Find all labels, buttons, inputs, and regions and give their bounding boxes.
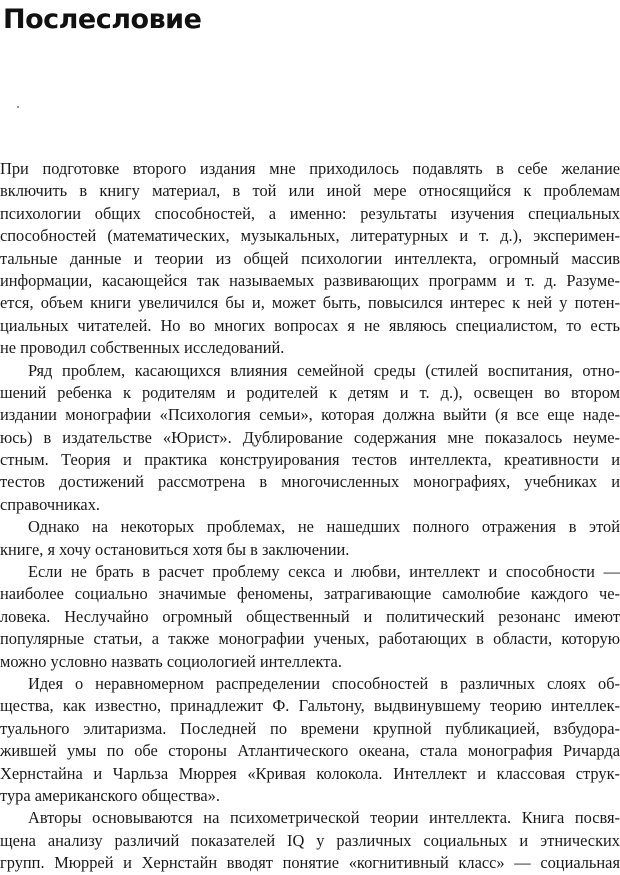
scan-speck: [17, 106, 19, 108]
text-line: включить в книгу материал, в той или иной мере относящийся к проблемам: [0, 181, 620, 201]
text-line: туального элитаризма. Последней по времени крупной публикацией, взбудора-: [0, 718, 620, 738]
text-line: Хернстайна и Чарльза Мюррея «Кривая колокола. Интеллект и классовая струк-: [0, 763, 620, 783]
text-line: жившей умы по обе стороны Атлантического океана, стала монография Ричарда: [0, 741, 620, 761]
text-line: ловека. Неслучайно огромный общественный и политический резонанс имеют: [0, 606, 620, 626]
text-line: щена анализу различий показателей IQ у различных социальных и этнических: [0, 830, 620, 850]
text-line: При подготовке второго издания мне приходилось подавлять в себе желание: [0, 159, 620, 178]
text-line: групп. Мюррей и Хернстайн вводят понятие «когнитивный класс» — социальная: [0, 853, 620, 873]
text-line: шений ребенка к родителям и родителей к детям и т. д.), освещен во втором: [0, 382, 620, 402]
chapter-title: Послесловие: [3, 4, 202, 35]
text-line: популярные статьи, а также монографии ученых, работающих в области, которую: [0, 629, 620, 649]
text-line: не проводил собственных исследований.: [0, 338, 285, 358]
text-line: способностей (математических, музыкальных, литературных и т. д.), эксперимен-: [0, 226, 620, 246]
text-line: тальные данные и теории из общей психологии интеллекта, огромный массив: [0, 248, 620, 268]
text-line: книге, я хочу остановиться хотя бы в заключении.: [0, 539, 350, 559]
text-line: юсь) в издательстве «Юрист». Дублирование содержания мне показалось неуме-: [0, 427, 620, 447]
text-line: стным. Теория и практика конструирования тестов интеллекта, креативности и: [0, 450, 620, 470]
text-line: Если не брать в расчет проблему секса и любви, интеллект и способности —: [28, 562, 620, 582]
text-line: Авторы основываются на психометрической теории интеллекта. Книга посвя-: [28, 808, 620, 828]
text-line: Однако на некоторых проблемах, не нашедших полного отражения в этой: [28, 517, 620, 537]
text-line: издании монографии «Психология семьи», которая должна выйти (я все еще наде-: [0, 405, 620, 425]
text-line: Ряд проблем, касающихся влияния семейной среды (стилей воспитания, отно-: [28, 360, 620, 380]
text-line: тура американского общества».: [0, 785, 220, 805]
text-line: можно условно назвать социологией интеллекта.: [0, 651, 342, 671]
body-text: [0, 158, 620, 875]
text-line: информации, касающейся так называемых развивающих программ и т. д. Разуме-: [0, 270, 620, 290]
text-line: Идея о неравномерном распределении способностей в различных слоях об-: [28, 673, 620, 693]
text-line: справочниках.: [0, 494, 100, 514]
text-line: ется, объем книги увеличился бы и, может быть, повысился интерес к ней у потен-: [0, 293, 620, 313]
text-line: циальных читателей. Но во многих вопросах я не являюсь специалистом, то есть: [0, 315, 620, 335]
text-line: тестов достижений рассмотрена в многочисленных монографиях, учебниках и: [0, 472, 620, 492]
text-line: щества, как известно, принадлежит Ф. Гальтону, выдвинувшему теорию интеллек-: [0, 696, 620, 716]
text-line: психологии общих способностей, а именно: результаты изучения специальных: [0, 203, 620, 223]
text-line: наиболее социально значимые феномены, затрагивающие самолюбие каждого че-: [0, 584, 620, 604]
